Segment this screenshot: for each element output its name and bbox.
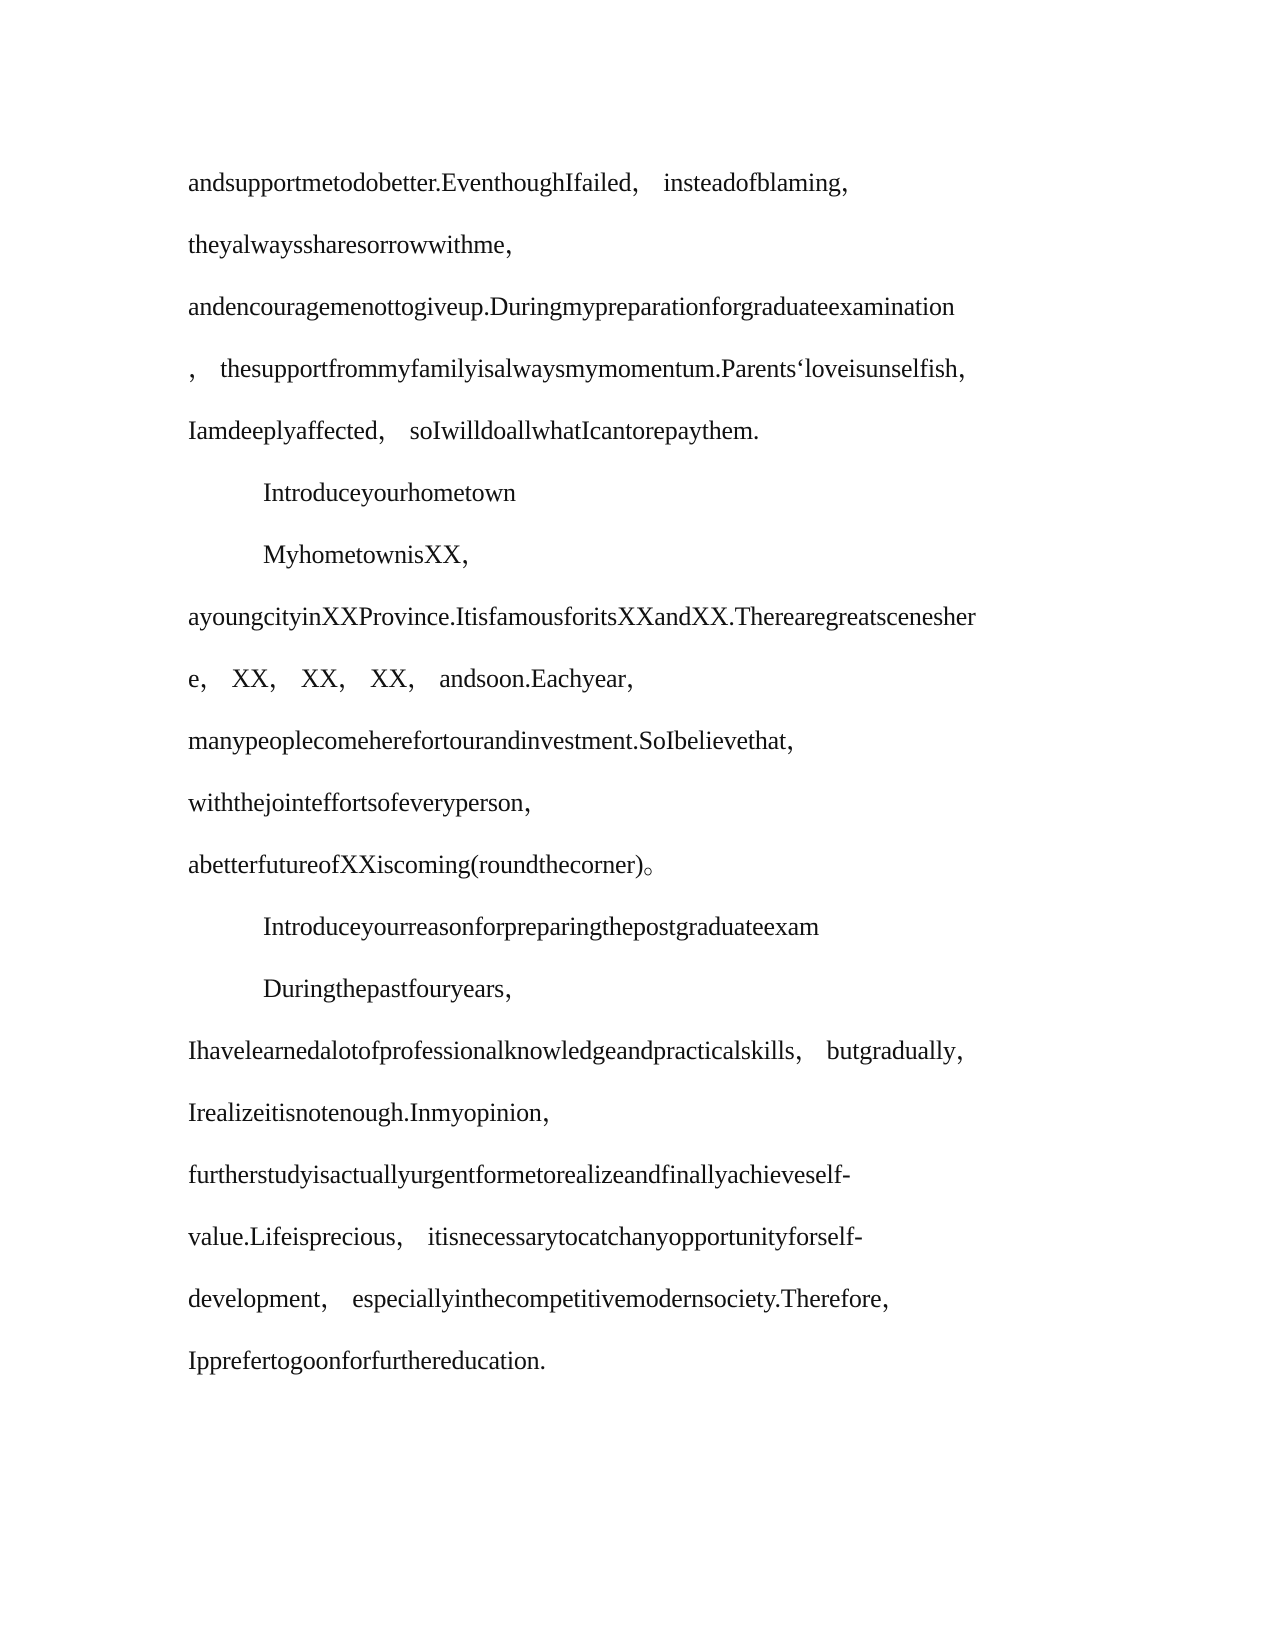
paragraph-line: theyalwayssharesorrowwithme， (188, 230, 531, 259)
paragraph-line: andsupportmetodobetter.EventhoughIfailed， insteadofblaming， (188, 168, 867, 197)
paragraph-line: development， especiallyinthecompetitivemodernsociety.Therefore， (188, 1284, 908, 1313)
document-body (188, 168, 1108, 1408)
paragraph-line: Irealizeitisnotenough.Inmyopinion， (188, 1098, 568, 1127)
paragraph-line: e， XX， XX， XX， andsoon.Eachyear， (188, 664, 652, 693)
section-heading: Introduceyourhometown (263, 478, 516, 507)
section-heading: Introduceyourreasonforpreparingthepostgraduateexam (263, 912, 819, 941)
paragraph-line: Ihavelearnedalotofprofessionalknowledgeandpracticalskills， butgradually， (188, 1036, 982, 1065)
paragraph-line: MyhometownisXX， (263, 540, 487, 569)
paragraph-line: Ipprefertogoonforfurthereducation. (188, 1346, 546, 1375)
paragraph-line: withthejointeffortsofeveryperson， (188, 788, 550, 817)
paragraph-line: ， thesupportfrommyfamilyisalwaysmymomentum.Parents‘loveisunselfish， (188, 354, 984, 383)
paragraph-line: Duringthepastfouryears， (263, 974, 530, 1003)
paragraph-line: andencouragemenottogiveup.Duringmypreparationforgraduateexamination (188, 292, 955, 321)
paragraph-line: abetterfutureofXXiscoming(roundthecorner)。 (188, 850, 670, 879)
paragraph-line: ayoungcityinXXProvince.ItisfamousforitsXXandXX.Therearegreatscenesher (188, 602, 976, 631)
paragraph-line: value.Lifeisprecious， itisnecessarytocatchanyopportunityforself- (188, 1222, 863, 1251)
paragraph-line: Iamdeeplyaffected， soIwilldoallwhatIcantorepaythem. (188, 416, 760, 445)
paragraph-line: manypeoplecomeherefortourandinvestment.SoIbelievethat， (188, 726, 812, 755)
paragraph-line: furtherstudyisactuallyurgentformetorealizeandfinallyachieveself- (188, 1160, 851, 1189)
